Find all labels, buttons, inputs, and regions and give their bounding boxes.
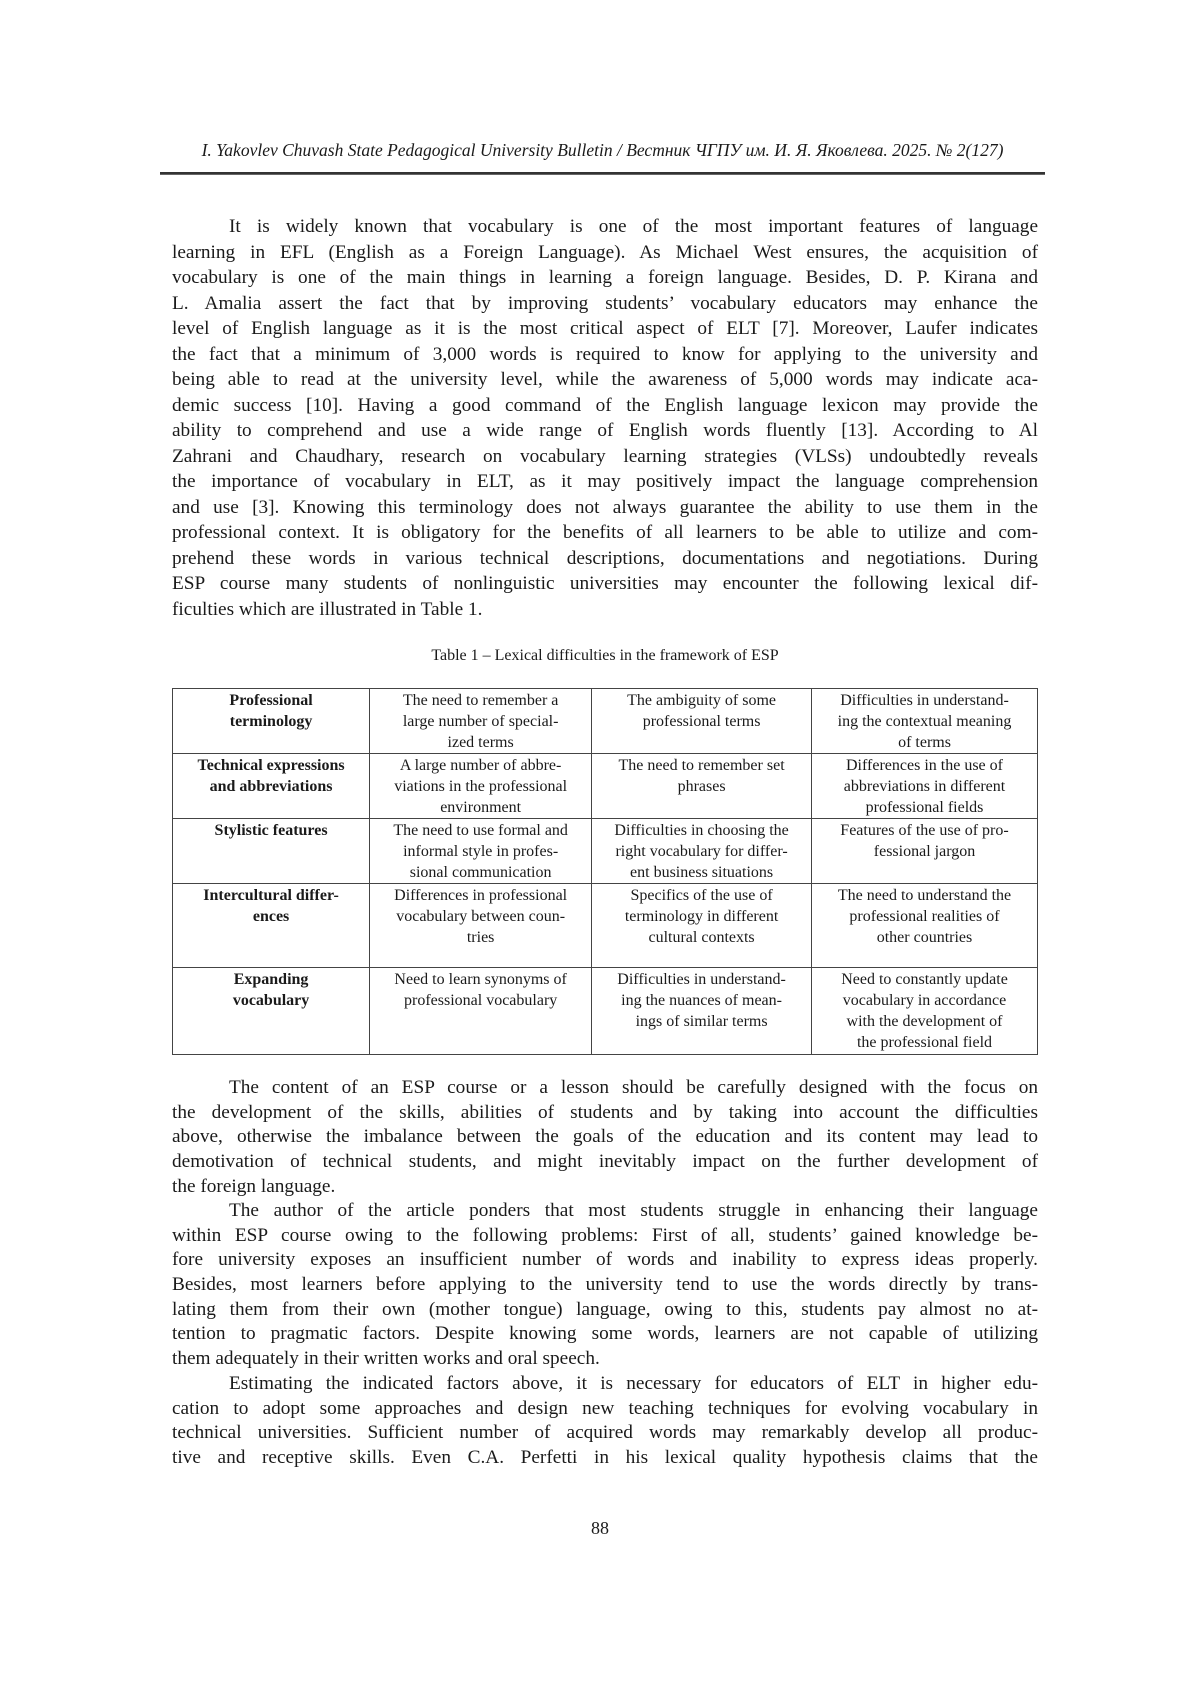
cell-text-line: other countries: [876, 929, 973, 946]
cell-text-line: Expanding: [233, 971, 309, 988]
text-line: cation to adopt some approaches and design new teaching techniques for evolving vocabulary in: [172, 1397, 1038, 1419]
text-line: professional context. It is obligatory for the benefits of all learners to be able to utilize and com-: [172, 522, 1038, 543]
text-line: learning in EFL (English as a Foreign Language). As Michael West ensures, the acquisition of: [172, 241, 1038, 263]
cell-text-line: ing the nuances of mean-: [621, 992, 782, 1009]
running-header: I. Yakovlev Chuvash State Pedagogical University Bulletin / Вестник ЧГПУ им. И. Я. Яковлева. 2025. № 2(127): [201, 140, 1004, 160]
text-line: vocabulary is one of the main things in learning a foreign language. Besides, D. P. Kirana and: [172, 267, 1038, 288]
cell-text-line: Difficulties in choosing the: [614, 822, 789, 839]
table-caption: Table 1 – Lexical difficulties in the framework of ESP: [431, 647, 779, 664]
table-cell: [812, 884, 1038, 968]
text-line: The content of an ESP course or a lesson should be carefully designed with the focus on: [229, 1077, 1038, 1098]
table-cell: [592, 689, 812, 754]
cell-text-line: ent business situations: [630, 864, 774, 881]
cell-text-line: abbreviations in different: [843, 778, 1006, 795]
cell-text-line: vocabulary between coun-: [396, 908, 566, 925]
cell-text-line: Intercultural differ-: [203, 887, 339, 904]
cell-text-line: tries: [466, 929, 495, 946]
paragraph: [172, 1199, 1038, 1372]
cell-text-line: ing the contextual meaning: [837, 713, 1012, 730]
cell-text-line: right vocabulary for differ-: [615, 843, 788, 860]
cell-text-line: Features of the use of pro-: [840, 822, 1009, 839]
text-line: within ESP course owing to the following problems: First of all, students’ gained knowledge be-: [172, 1224, 1038, 1246]
table-cell: [812, 689, 1038, 754]
text-line: tention to pragmatic factors. Despite knowing some words, learners are not capable of utilizing: [172, 1323, 1038, 1345]
cell-text-line: ences: [252, 908, 290, 925]
table-cell: [370, 968, 592, 1055]
table-cell: [592, 968, 812, 1055]
text-line: Estimating the indicated factors above, it is necessary for educators of ELT in higher edu-: [229, 1373, 1038, 1394]
row-header-cell: [173, 689, 370, 754]
cell-text-line: the professional field: [856, 1034, 993, 1051]
page-number: 88: [591, 1518, 609, 1538]
text-line: and use [3]. Knowing this terminology does not always guarantee the ability to use them in the: [172, 496, 1038, 518]
cell-text-line: professional terms: [642, 713, 761, 730]
text-line: level of English language as it is the most critical aspect of ELT [7]. Moreover, Laufer indicates: [172, 318, 1038, 339]
cell-text-line: fessional jargon: [873, 843, 976, 860]
table-cell: [370, 689, 592, 754]
cell-text-line: The need to understand the: [837, 887, 1012, 904]
cell-text-line: Differences in the use of: [846, 757, 1003, 774]
cell-text-line: environment: [440, 799, 522, 816]
cell-text-line: A large number of abbre-: [399, 757, 562, 774]
table-cell: [370, 884, 592, 968]
table-cell: [592, 884, 812, 968]
table-row: [173, 689, 1038, 754]
paragraph: [172, 1372, 1038, 1471]
cell-text-line: ized terms: [447, 734, 514, 751]
cell-text-line: Stylistic features: [214, 822, 328, 839]
cell-text-line: professional realities of: [849, 908, 1000, 925]
cell-text-line: and abbreviations: [209, 778, 333, 795]
text-line: ESP course many students of nonlinguistic universities may encounter the following lexical dif-: [172, 573, 1038, 594]
cell-text-line: The ambiguity of some: [627, 692, 776, 709]
text-line: the foreign language.: [172, 1175, 336, 1197]
cell-text-line: sional communication: [409, 864, 552, 881]
cell-text-line: with the development of: [846, 1013, 1003, 1030]
cell-text-line: Differences in professional: [394, 887, 568, 904]
text-line: the fact that a minimum of 3,000 words is required to know for applying to the university and: [172, 343, 1038, 365]
cell-text-line: Need to constantly update: [841, 971, 1008, 988]
table-cell: [592, 819, 812, 884]
cell-text-line: The need to use formal and: [393, 822, 568, 839]
text-line: lating them from their own (mother tongue) language, owing to this, students pay almost no at-: [172, 1298, 1038, 1320]
paragraph: [172, 214, 1038, 622]
table-cell: [812, 968, 1038, 1055]
table-cell: [370, 819, 592, 884]
text-line: prehend these words in various technical descriptions, documentations and negotiations. During: [172, 547, 1038, 569]
cell-text-line: professional vocabulary: [403, 992, 558, 1009]
text-line: ficulties which are illustrated in Table 1.: [172, 598, 483, 620]
cell-text-line: Difficulties in understand-: [840, 692, 1009, 709]
cell-text-line: terminology: [229, 713, 313, 730]
table-row: [173, 884, 1038, 968]
table-cell: [592, 754, 812, 819]
row-header-cell: [173, 754, 370, 819]
text-line: above, otherwise the imbalance between the goals of the education and its content may lead to: [172, 1126, 1038, 1148]
text-line: tive and receptive skills. Even C.A. Perfetti in his lexical quality hypothesis claims that the: [172, 1447, 1038, 1469]
cell-text-line: Need to learn synonyms of: [394, 971, 567, 988]
cell-text-line: of terms: [898, 734, 951, 751]
text-line: It is widely known that vocabulary is one of the most important features of language: [229, 216, 1038, 237]
cell-text-line: Specifics of the use of: [630, 887, 773, 904]
lexical-difficulties-table: [172, 688, 1038, 1055]
table-row: [173, 819, 1038, 884]
cell-text-line: viations in the professional: [394, 778, 568, 795]
cell-text-line: large number of special-: [402, 713, 559, 730]
text-line: the development of the skills, abilities of students and by taking into account the difficulties: [172, 1101, 1038, 1123]
cell-text-line: professional fields: [865, 799, 984, 816]
paragraph: [172, 1076, 1038, 1199]
cell-text-line: Professional: [229, 692, 313, 709]
cell-text-line: informal style in profes-: [403, 843, 559, 860]
text-line: demotivation of technical students, and might inevitably impact on the further development of: [172, 1151, 1038, 1173]
text-line: them adequately in their written works and oral speech.: [172, 1348, 600, 1370]
table-row: [173, 968, 1038, 1055]
text-line: Zahrani and Chaudhary, research on vocabulary learning strategies (VLSs) undoubtedly reveals: [172, 445, 1038, 467]
text-line: The author of the article ponders that most students struggle in enhancing their language: [229, 1200, 1038, 1221]
text-line: technical universities. Sufficient number of acquired words may remarkably develop all produc-: [172, 1422, 1038, 1444]
cell-text-line: Difficulties in understand-: [617, 971, 786, 988]
cell-text-line: Technical expressions: [197, 757, 345, 774]
table-row: [173, 754, 1038, 819]
table-cell: [370, 754, 592, 819]
cell-text-line: vocabulary in accordance: [842, 992, 1007, 1009]
text-line: fore university exposes an insufficient number of words and inability to express ideas properly.: [172, 1249, 1038, 1271]
cell-text-line: terminology in different: [624, 908, 779, 925]
row-header-cell: [173, 884, 370, 968]
text-line: Besides, most learners before applying to the university tend to use the words directly by trans-: [172, 1274, 1038, 1296]
cell-text-line: The need to remember a: [402, 692, 559, 709]
table-cell: [812, 754, 1038, 819]
cell-text-line: phrases: [677, 778, 726, 795]
header-rule: [160, 172, 1045, 175]
cell-text-line: vocabulary: [232, 992, 310, 1009]
text-line: being able to read at the university level, while the awareness of 5,000 words may indicate aca-: [172, 369, 1038, 390]
row-header-cell: [173, 819, 370, 884]
text-line: the importance of vocabulary in ELT, as it may positively impact the language comprehension: [172, 471, 1038, 492]
cell-text-line: ings of similar terms: [635, 1013, 768, 1030]
cell-text-line: The need to remember set: [618, 757, 785, 774]
text-line: ability to comprehend and use a wide range of English words fluently [13]. According to Al: [172, 420, 1038, 441]
row-header-cell: [173, 968, 370, 1055]
text-line: L. Amalia assert the fact that by improving students’ vocabulary educators may enhance the: [172, 292, 1038, 314]
table-cell: [812, 819, 1038, 884]
cell-text-line: cultural contexts: [648, 929, 755, 946]
text-line: demic success [10]. Having a good command of the English language lexicon may provide the: [172, 394, 1038, 416]
